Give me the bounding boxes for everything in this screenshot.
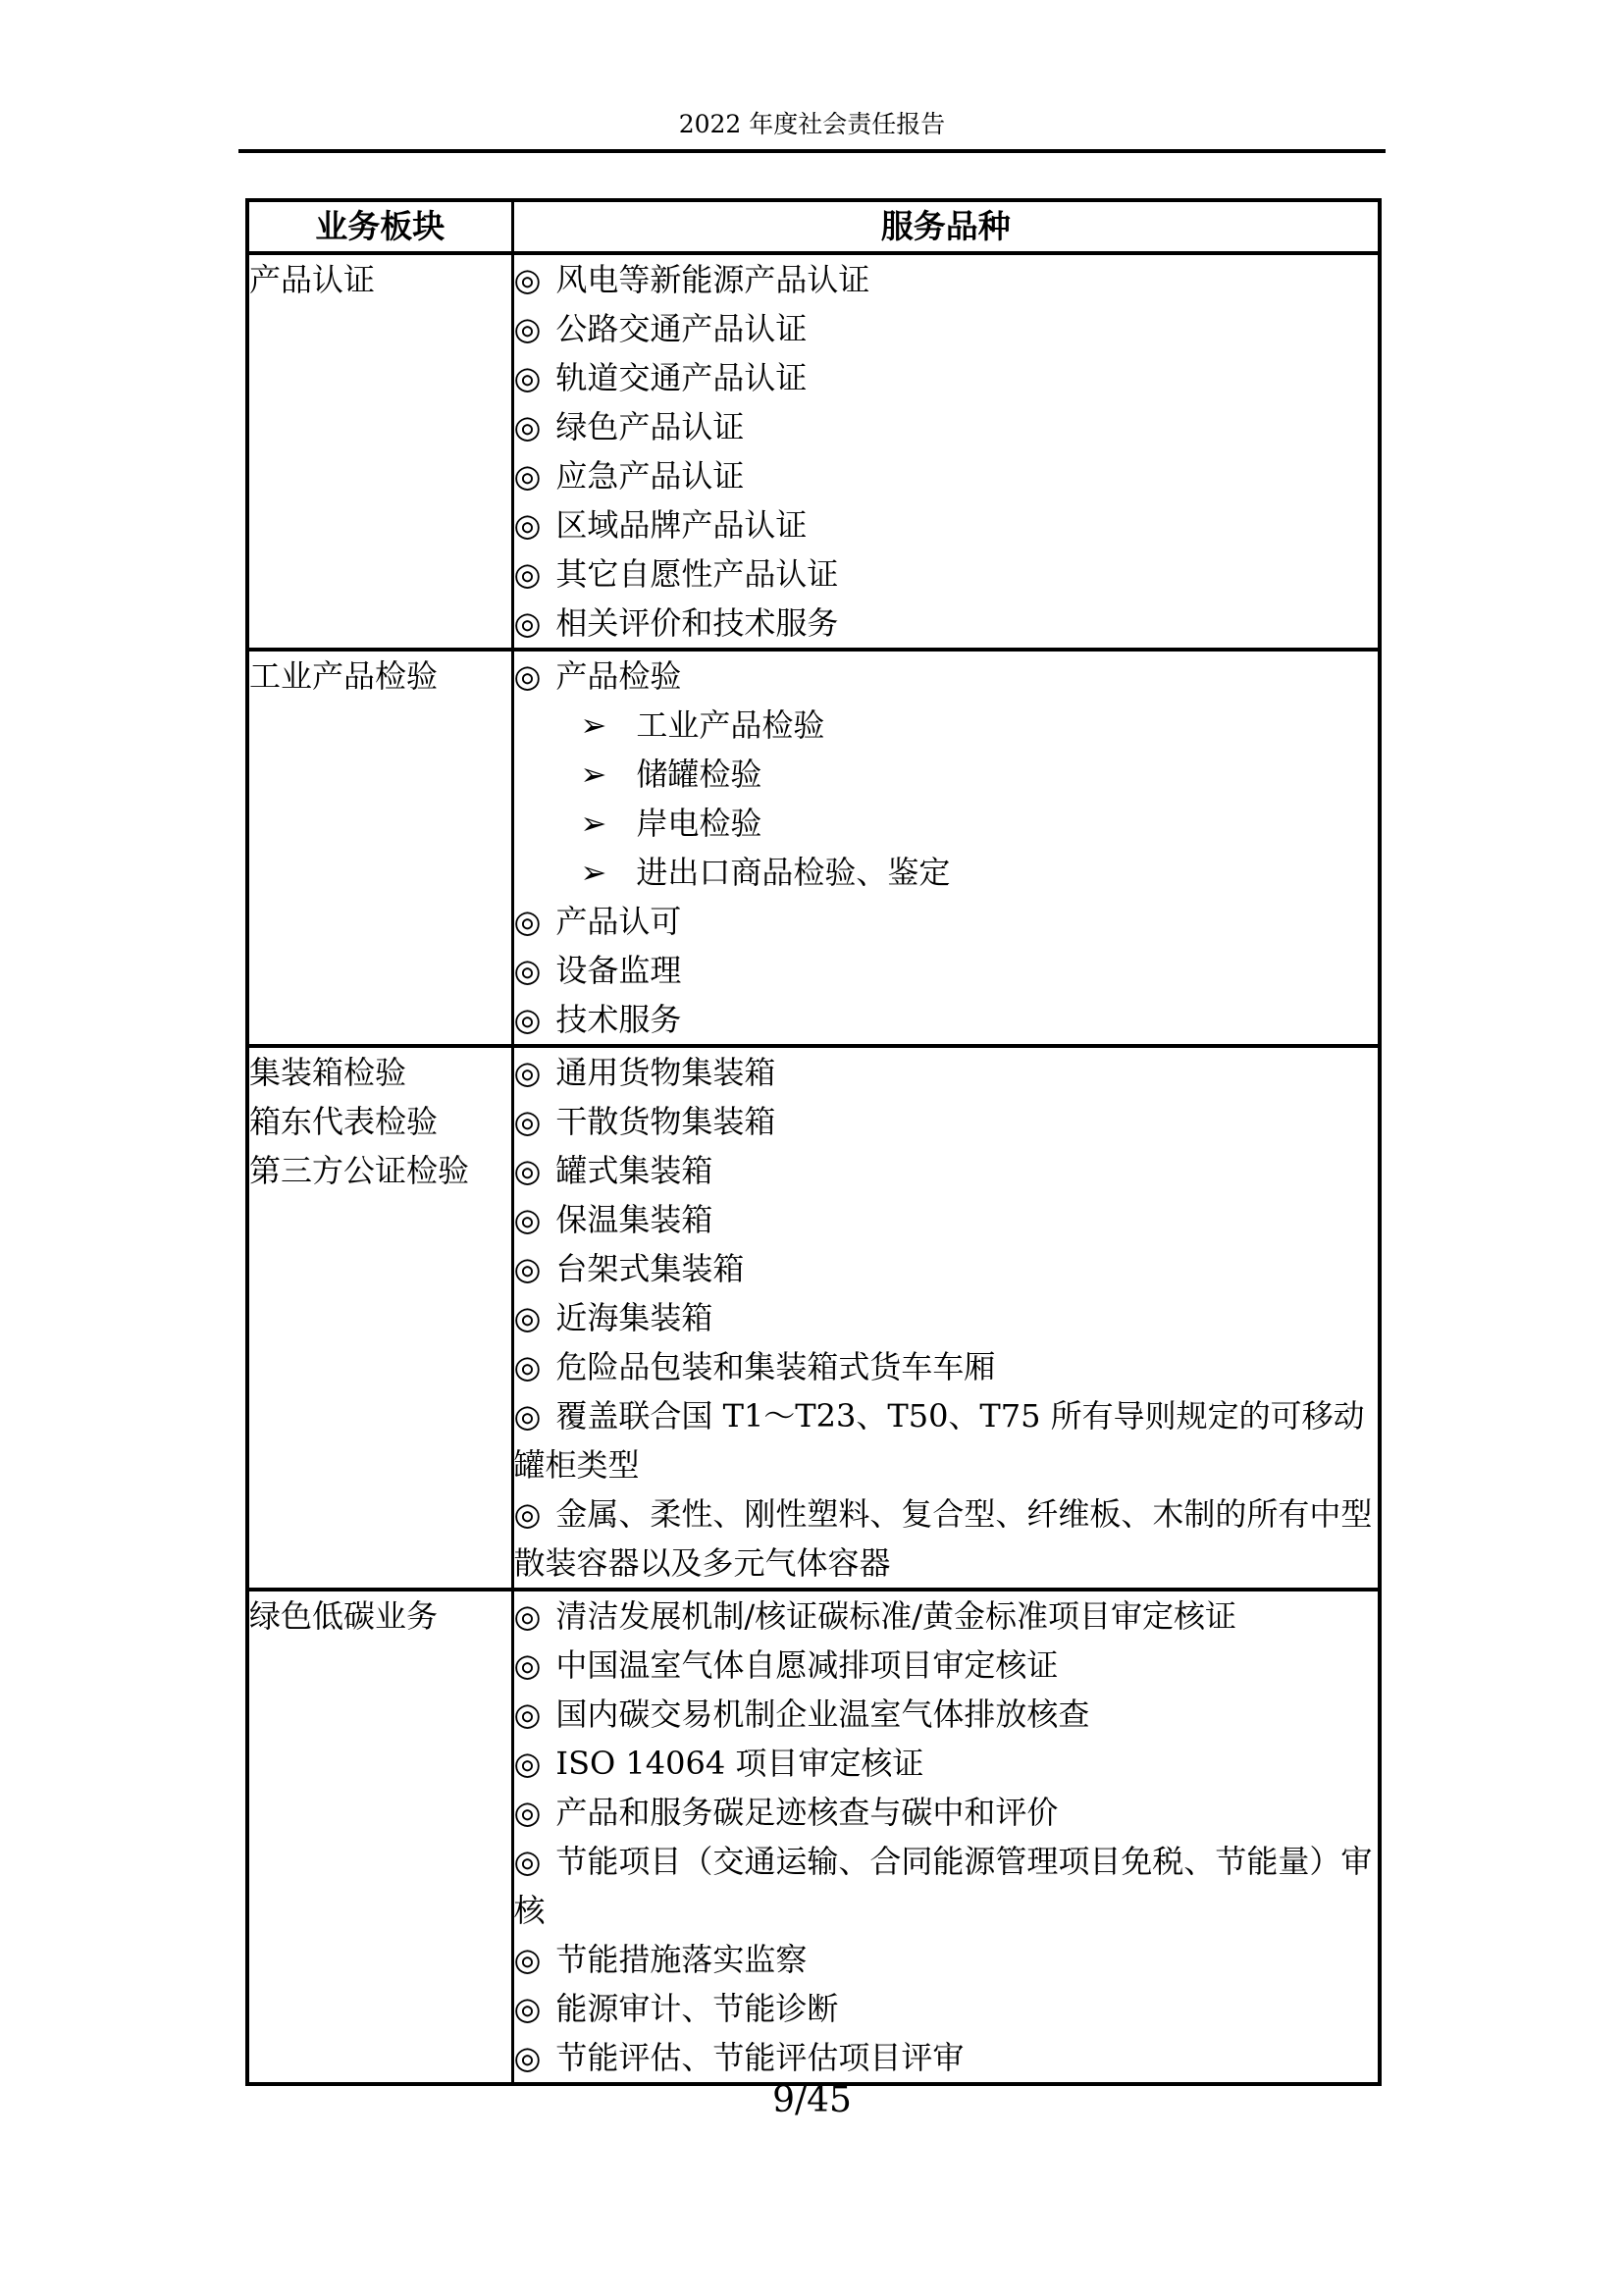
header-rule [238, 149, 1386, 153]
service-item-label: 干散货物集装箱 [555, 1103, 776, 1140]
service-item [514, 652, 1379, 701]
service-item-label: 其它自愿性产品认证 [555, 555, 839, 593]
service-item [514, 1739, 1379, 1788]
bullseye-bullet-icon: ◎ [513, 903, 542, 940]
service-item-label: 区域品牌产品认证 [555, 506, 808, 544]
bullseye-bullet-icon: ◎ [513, 1397, 542, 1435]
service-item-label: 通用货物集装箱 [555, 1054, 776, 1091]
service-type-cell [512, 650, 1380, 1046]
service-item-label: 绿色产品认证 [555, 408, 745, 445]
services-table [245, 198, 1382, 2086]
service-item [514, 1592, 1379, 1641]
bullseye-bullet-icon: ◎ [513, 1103, 542, 1140]
service-item-label: 金属、柔性、刚性塑料、复合型、纤维板、木制的所有中型散装容器以及多元气体容器 [513, 1495, 1373, 1582]
bullseye-bullet-icon: ◎ [513, 1646, 542, 1684]
business-segment-name: 箱东代表检验 [249, 1103, 439, 1140]
business-segment-name: 绿色低碳业务 [249, 1597, 439, 1635]
bullseye-bullet-icon: ◎ [513, 952, 542, 989]
service-item [514, 701, 1379, 750]
service-item [514, 1837, 1379, 1935]
column-header-service-type: 服务品种 [512, 200, 1380, 253]
service-item-label: 产品认可 [555, 903, 682, 940]
bullseye-bullet-icon: ◎ [513, 1299, 542, 1336]
arrowhead-bullet-icon: ➢ [580, 854, 607, 891]
service-item [514, 848, 1379, 897]
business-segment-name: 集装箱检验 [249, 1054, 407, 1091]
service-type-cell [512, 1590, 1380, 2084]
business-segment-cell [247, 1590, 512, 2084]
service-item [514, 353, 1379, 402]
bullseye-bullet-icon: ◎ [513, 2039, 542, 2076]
service-item [514, 1146, 1379, 1195]
service-item [514, 1984, 1379, 2033]
service-item [514, 2033, 1379, 2082]
table-section-row [247, 1590, 1380, 2084]
bullseye-bullet-icon: ◎ [513, 1250, 542, 1287]
bullseye-bullet-icon: ◎ [513, 1054, 542, 1091]
service-item-label: 风电等新能源产品认证 [555, 261, 870, 298]
business-segment-name: 产品认证 [249, 261, 376, 298]
service-item [514, 1788, 1379, 1837]
business-segment-cell [247, 1046, 512, 1590]
bullseye-bullet-icon: ◎ [513, 457, 542, 495]
service-item [514, 1097, 1379, 1146]
service-item-label: 节能措施落实监察 [555, 1941, 808, 1978]
service-item-label: 公路交通产品认证 [555, 310, 808, 347]
service-item [514, 1690, 1379, 1739]
business-segment-name: 工业产品检验 [249, 657, 439, 695]
bullseye-bullet-icon: ◎ [513, 604, 542, 642]
service-item-label: 轨道交通产品认证 [555, 359, 808, 396]
bullseye-bullet-icon: ◎ [513, 1745, 542, 1782]
service-item-label: 节能项目（交通运输、合同能源管理项目免税、节能量）审核 [513, 1843, 1373, 1929]
service-item [514, 1048, 1379, 1097]
service-item [514, 402, 1379, 451]
service-item [514, 1391, 1379, 1489]
bullseye-bullet-icon: ◎ [513, 261, 542, 298]
service-item [514, 304, 1379, 353]
bullseye-bullet-icon: ◎ [513, 1843, 542, 1880]
service-item [514, 750, 1379, 799]
service-item [514, 1342, 1379, 1391]
service-item-label: 国内碳交易机制企业温室气体排放核查 [555, 1696, 1090, 1733]
service-item [514, 799, 1379, 848]
bullseye-bullet-icon: ◎ [513, 1941, 542, 1978]
service-item-label: 清洁发展机制/核证碳标准/黄金标准项目审定核证 [555, 1597, 1236, 1635]
service-item-label: 覆盖联合国 T1～T23、T50、T75 所有导则规定的可移动罐柜类型 [513, 1397, 1365, 1484]
bullseye-bullet-icon: ◎ [513, 1597, 542, 1635]
business-segment-cell [247, 253, 512, 650]
service-item-label: 能源审计、节能诊断 [555, 1990, 839, 2027]
service-item [514, 1641, 1379, 1690]
table-section-row [247, 650, 1380, 1046]
service-item [514, 995, 1379, 1044]
arrowhead-bullet-icon: ➢ [580, 706, 607, 744]
service-item-label: 工业产品检验 [636, 706, 825, 744]
service-item-label: 中国温室气体自愿减排项目审定核证 [555, 1646, 1059, 1684]
service-item-label: 台架式集装箱 [555, 1250, 745, 1287]
bullseye-bullet-icon: ◎ [513, 1794, 542, 1831]
service-item [514, 1244, 1379, 1293]
service-item-label: 技术服务 [555, 1001, 682, 1038]
service-item-label: 罐式集装箱 [555, 1152, 713, 1189]
bullseye-bullet-icon: ◎ [513, 408, 542, 445]
service-item [514, 1489, 1379, 1588]
bullseye-bullet-icon: ◎ [513, 1201, 542, 1238]
service-item [514, 946, 1379, 995]
service-item-label: 储罐检验 [636, 756, 762, 793]
arrowhead-bullet-icon: ➢ [580, 756, 607, 793]
service-item [514, 500, 1379, 549]
service-item-label: 近海集装箱 [555, 1299, 713, 1336]
bullseye-bullet-icon: ◎ [513, 1495, 542, 1533]
service-item-label: 产品检验 [555, 657, 682, 695]
service-item-label: 保温集装箱 [555, 1201, 713, 1238]
service-item-label: ISO 14064 项目审定核证 [555, 1745, 924, 1782]
business-segment-cell [247, 650, 512, 1046]
service-item-label: 进出口商品检验、鉴定 [636, 854, 951, 891]
service-item [514, 897, 1379, 946]
service-item-label: 设备监理 [555, 952, 682, 989]
business-segment-name: 第三方公证检验 [249, 1152, 470, 1189]
service-item [514, 549, 1379, 599]
service-item-label: 相关评价和技术服务 [555, 604, 839, 642]
service-item [514, 1195, 1379, 1244]
service-item-label: 应急产品认证 [555, 457, 745, 495]
service-item [514, 1935, 1379, 1984]
service-type-cell [512, 253, 1380, 650]
bullseye-bullet-icon: ◎ [513, 657, 542, 695]
service-item [514, 599, 1379, 648]
bullseye-bullet-icon: ◎ [513, 310, 542, 347]
column-header-business-segment: 业务板块 [247, 200, 512, 253]
bullseye-bullet-icon: ◎ [513, 1001, 542, 1038]
table-section-row [247, 253, 1380, 650]
bullseye-bullet-icon: ◎ [513, 359, 542, 396]
service-item [514, 451, 1379, 500]
service-item-label: 节能评估、节能评估项目评审 [555, 2039, 965, 2076]
service-item-label: 产品和服务碳足迹核查与碳中和评价 [555, 1794, 1059, 1831]
bullseye-bullet-icon: ◎ [513, 1152, 542, 1189]
page-number: 9/45 [772, 2080, 852, 2120]
service-item-label: 岸电检验 [636, 805, 762, 842]
table-header-row [247, 200, 1380, 253]
table-section-row [247, 1046, 1380, 1590]
service-item [514, 255, 1379, 304]
service-item [514, 1293, 1379, 1342]
bullseye-bullet-icon: ◎ [513, 506, 542, 544]
bullseye-bullet-icon: ◎ [513, 1990, 542, 2027]
bullseye-bullet-icon: ◎ [513, 1696, 542, 1733]
arrowhead-bullet-icon: ➢ [580, 805, 607, 842]
service-item-label: 危险品包装和集装箱式货车车厢 [555, 1348, 996, 1385]
bullseye-bullet-icon: ◎ [513, 555, 542, 593]
page-header-title: 2022 年度社会责任报告 [678, 110, 946, 138]
bullseye-bullet-icon: ◎ [513, 1348, 542, 1385]
service-type-cell [512, 1046, 1380, 1590]
